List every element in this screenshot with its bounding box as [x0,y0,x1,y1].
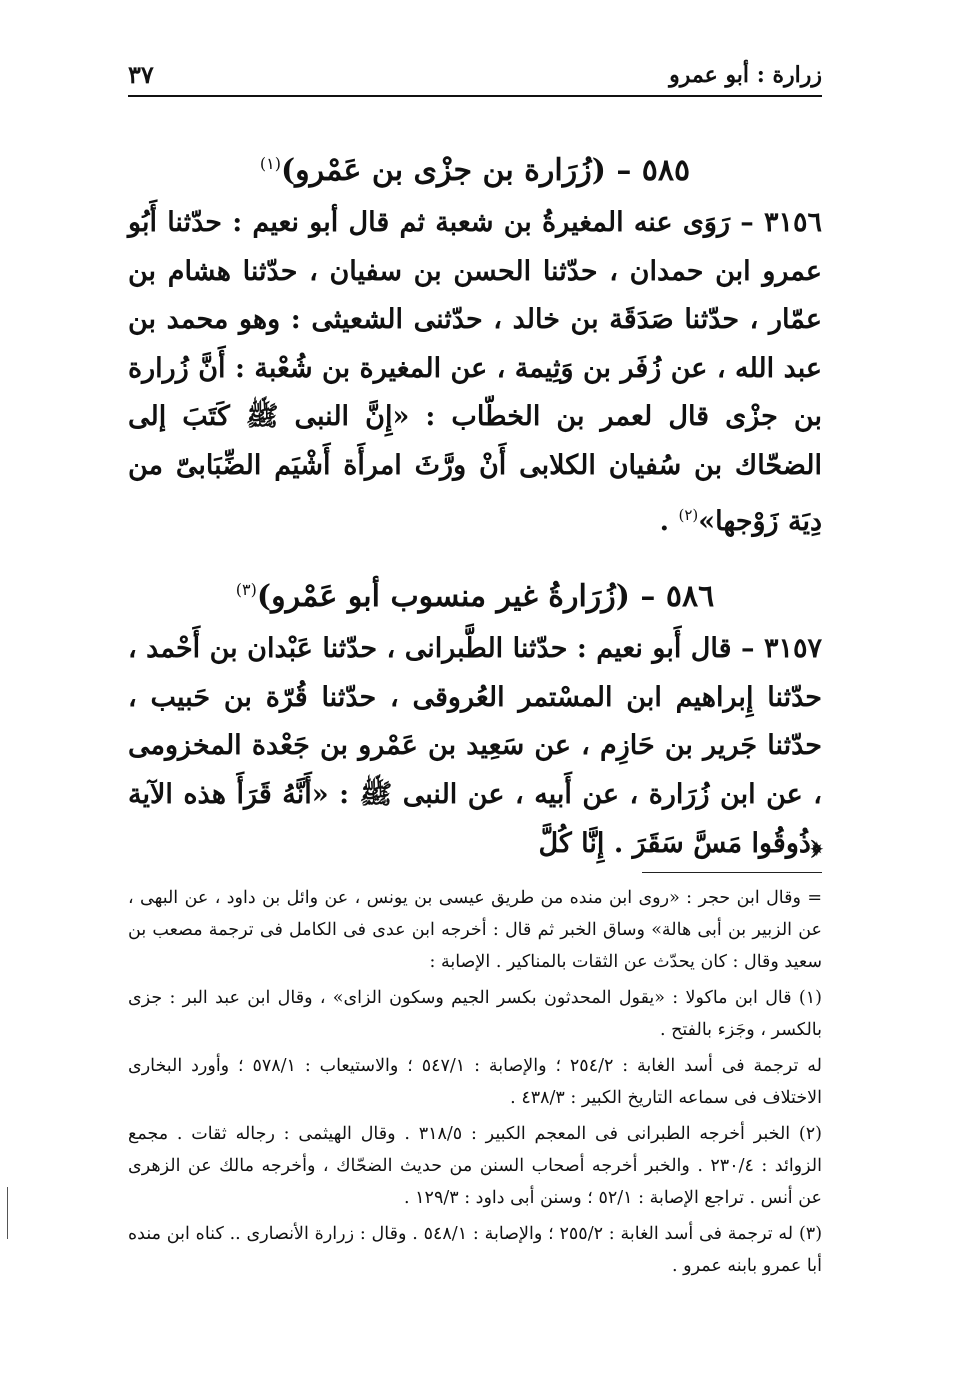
running-title: زرارة : أبو عمرو [669,62,822,88]
hadith-text: ٣١٥٦ – رَوَى عنه المغيرةُ بن شعبة ثم قال أبو نعيم : حدّثنا أَبُو عمرو ابن حمدان ، حدّثنا الحسن بن سفيان ، حدّثنا هشام بن عمّار ، حدّثنا صَدَقَة بن خالد ، حدّثنى الشعيثى : وهو محمد بن عبد الله ، عن زُفَر بن وَثِيمة ، عن المغيرة بن شُعْبة : أَنَّ زُرارة بن جزْى قال لعمر بن الخطّاب : «إِنَّ النبى ﷺ كَتَبَ إلى الضحّاك بن سُفيان الكلابى أَنْ ورَّثَ امرأَة أَشْيَم الضِّبَابىّ من دِيَة زَوْجها» [128,207,822,537]
footnote-ref: (٢) [678,505,699,524]
page-number: ٣٧ [128,60,154,89]
footnote-ref: (١) [259,154,281,173]
entry-heading [128,140,822,195]
footnote-rule [642,872,822,873]
margin-mark [7,1187,8,1239]
hadith-paragraph [128,625,822,868]
footnote: = وقال ابن حجر : «روى ابن منده من طريق عيسى بن يونس ، عن وائل بن داود ، عن البهى ، عن الزبير بن أبى هالة» وساق الخبر ثم قال : أخرجه ابن عدى فى الكامل فى ترجمة مصعب بن سعيد وقال : كان يحدّث عن الثقات بالمناكير . الإصابة : [128,888,822,972]
paragraph-end: . [659,505,679,537]
entry-heading-text: ٥٨٥ – (زُرَارة بن جزْى بن عَمْرو) [280,153,691,188]
entry-heading-text: ٥٨٦ – (زُرَارةُ غير منسوب أبو عَمْرو) [256,579,715,615]
running-head [128,58,822,92]
footnote-ref: (٣) [235,580,257,600]
entry-heading [128,566,822,621]
footnote: له ترجمة فى أسد الغابة : ٢٥٤/٢ ؛ والإصابة : ٥٤٧/١ ؛ والاستيعاب : ٥٧٨/١ ؛ وأورد البخارى الاختلاف فى سماعه التاريخ الكبير : ٤٣٨/٣ . [128,1056,822,1108]
footnotes [128,882,822,1286]
hadith-text: ٣١٥٧ – قال أَبو نعيم : حدّثنا الطَّبرانى ، حدّثنا عَبْدان بن أَحْمد ، حدّثنا إِبراهيم ابن المسْتمر العُروقى ، حدّثنا قُرّة بن حَبيب ، حدّثنا جَرير بن حَازِم ، عن سَعِيد بن عَمْرو بن جَعْدة المخزومى ، عن ابن زُرَارة ، عن أَبيه ، عن النبى ﷺ : «أَنَّهُ قَرَأَ هذه الآية ﴿ذُوقُوا مَسَّ سَقَرَ . إِنَّا كُلَّ [128,633,822,859]
footnote: (٢) الخبر أخرجه الطبرانى فى المعجم الكبير : ٣١٨/٥ . وقال الهيثمى : رجاله ثقات . مجمع الزوائد : ٢٣٠/٤ . والخبر أخرجه أصحاب السنن من حديث الضحّاك ، وأخرجه مالك عن الزهرى عن أنس . تراجع الإصابة : ٥٢/١ ؛ وسنن أبى داود : ١٢٩/٣ . [128,1124,822,1208]
footnote: (١) قال ابن ماكولا : «يقول المحدثون بكسر الجيم وسكون الزاى» ، وقال ابن عبد البر : جزى بالكسر ، وجَزء بالفتح . [128,988,822,1040]
hadith-paragraph [128,199,822,546]
footnote: (٣) له ترجمة فى أسد الغابة : ٢٥٥/٢ ؛ والإصابة : ٥٤٨/١ . وقال : زرارة الأنصارى .. كناه ابن منده أبا عمرو بابنه عمرو . [128,1224,823,1276]
main-text [128,140,822,868]
header-rule [128,95,822,97]
